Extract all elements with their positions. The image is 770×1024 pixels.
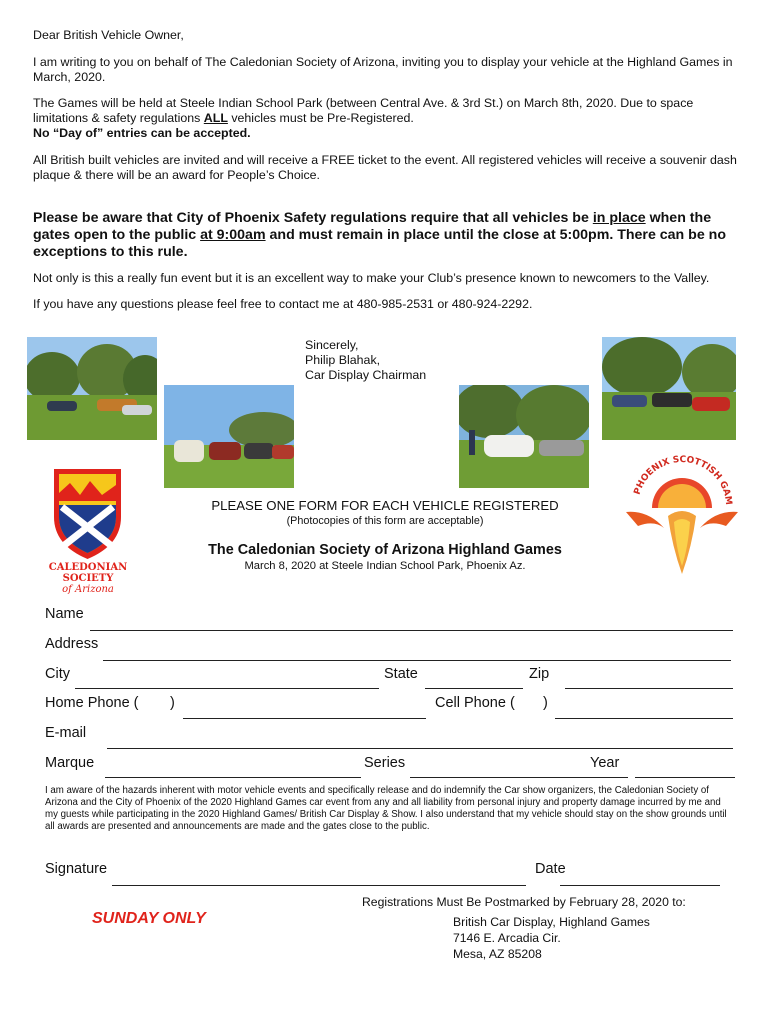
zip-label: Zip bbox=[529, 666, 550, 682]
state-field[interactable] bbox=[425, 688, 523, 689]
form-header-line1: PLEASE ONE FORM FOR EACH VEHICLE REGISTERED bbox=[211, 498, 559, 513]
cell-phone-field[interactable] bbox=[555, 718, 733, 719]
year-field[interactable] bbox=[635, 777, 735, 778]
series-field[interactable] bbox=[410, 777, 628, 778]
car-show-photo-3 bbox=[459, 385, 589, 488]
phoenix-scottish-games-logo bbox=[618, 450, 746, 580]
series-label: Series bbox=[364, 755, 406, 771]
paragraph-invited: All British built vehicles are invited and will receive a FREE ticket to the event. All registered vehicles will receive a souvenir dash plaque & there will be an award for People’s Choice. bbox=[33, 153, 737, 182]
signoff bbox=[305, 338, 426, 383]
form-title: The Caledonian Society of Arizona Highland Games bbox=[208, 542, 562, 558]
mailing-address bbox=[453, 914, 650, 962]
home-phone-field[interactable] bbox=[183, 718, 426, 719]
caledonian-logo-text bbox=[38, 562, 138, 595]
phoenix-logo-arc-text: PHOENIX SCOTTISH GAM bbox=[632, 454, 734, 506]
all-emphasis: ALL bbox=[203, 111, 228, 125]
city-label: City bbox=[45, 666, 70, 682]
address-label: Address bbox=[45, 636, 99, 652]
address-field[interactable] bbox=[103, 660, 731, 661]
warning-text-c: and must remain in place until the close at 5:00pm. There can be no exceptions to this rule. bbox=[33, 227, 726, 260]
year-label: Year bbox=[590, 755, 620, 771]
greeting: Dear British Vehicle Owner, bbox=[33, 28, 184, 42]
liability-waiver: I am aware of the hazards inherent with motor vehicle events and specifically release and do indemnify the Car show organizers, the Caledonian Society of Arizona and the City of Phoenix of the 2020 Highland Games car event from any and all liability from personal injury and property damage incurred by me and my guests while participating in the 2020 Highland Games/ British Car Display & Show. I also understand that my vehicle should stay on the show grounds until all awards are presented and announcements are made and the gates close to the public. bbox=[45, 785, 727, 832]
state-label: State bbox=[384, 666, 418, 682]
signoff-title: Car Display Chairman bbox=[305, 368, 427, 382]
no-day-of-notice: No “Day of” entries can be accepted. bbox=[33, 126, 251, 140]
email-label: E-mail bbox=[45, 725, 87, 741]
warning-in-place: in place bbox=[592, 210, 646, 226]
mailing-address-line3: Mesa, AZ 85208 bbox=[453, 947, 542, 961]
signature-field[interactable] bbox=[112, 885, 526, 886]
marque-label: Marque bbox=[45, 755, 95, 771]
car-show-photo-4 bbox=[602, 337, 736, 440]
name-label: Name bbox=[45, 606, 84, 622]
signoff-sincerely: Sincerely, bbox=[305, 338, 359, 352]
cell-phone-label: Cell Phone ( bbox=[435, 695, 515, 711]
mailing-address-line1: British Car Display, Highland Games bbox=[453, 915, 650, 929]
date-label: Date bbox=[535, 861, 566, 877]
preregister-text: vehicles must be Pre-Registered. bbox=[227, 111, 414, 125]
marque-field[interactable] bbox=[105, 777, 361, 778]
city-field[interactable] bbox=[75, 688, 379, 689]
caledonian-shield-logo bbox=[50, 465, 125, 561]
paragraph-fun-event: Not only is this a really fun event but it is an excellent way to make your Club’s presence known to newcomers to the Valley. bbox=[33, 271, 710, 285]
signature-label: Signature bbox=[45, 861, 108, 877]
name-field[interactable] bbox=[90, 630, 733, 631]
logo-text-line2: of Arizona bbox=[62, 584, 114, 595]
date-field[interactable] bbox=[560, 885, 720, 886]
zip-field[interactable] bbox=[565, 688, 733, 689]
cell-phone-close-paren: ) bbox=[543, 695, 548, 711]
sunday-only-notice: SUNDAY ONLY bbox=[92, 910, 206, 927]
car-show-photo-1 bbox=[27, 337, 157, 440]
paragraph-contact: If you have any questions please feel free to contact me at 480-985-2531 or 480-924-2292. bbox=[33, 297, 533, 311]
home-phone-close-paren: ) bbox=[170, 695, 175, 711]
warning-text-b: when the gates open to the public bbox=[33, 210, 712, 243]
logo-text-line1: CALEDONIAN SOCIETY bbox=[48, 562, 128, 584]
form-subtitle: March 8, 2020 at Steele Indian School Park, Phoenix Az. bbox=[244, 560, 526, 572]
form-header-line2: (Photocopies of this form are acceptable) bbox=[286, 515, 484, 527]
car-show-photo-2 bbox=[164, 385, 294, 488]
home-phone-label: Home Phone ( bbox=[45, 695, 139, 711]
email-field[interactable] bbox=[107, 748, 733, 749]
postmark-deadline: Registrations Must Be Postmarked by February 28, 2020 to: bbox=[362, 895, 686, 909]
warning-time: at 9:00am bbox=[200, 227, 266, 243]
paragraph-invitation: I am writing to you on behalf of The Caledonian Society of Arizona, inviting you to display your vehicle at the Highland Games in March, 2020. bbox=[33, 55, 733, 84]
mailing-address-line2: 7146 E. Arcadia Cir. bbox=[453, 931, 561, 945]
safety-warning bbox=[33, 210, 733, 261]
paragraph-location bbox=[33, 96, 738, 141]
location-text: The Games will be held at Steele Indian School Park (between Central Ave. & 3rd St.) on March 8th, 2020. Due to space limitations & safety regulations bbox=[33, 96, 694, 125]
warning-text-a: Please be aware that City of Phoenix Safety regulations require that all vehicles be bbox=[33, 210, 593, 226]
signoff-name: Philip Blahak, bbox=[305, 353, 381, 367]
